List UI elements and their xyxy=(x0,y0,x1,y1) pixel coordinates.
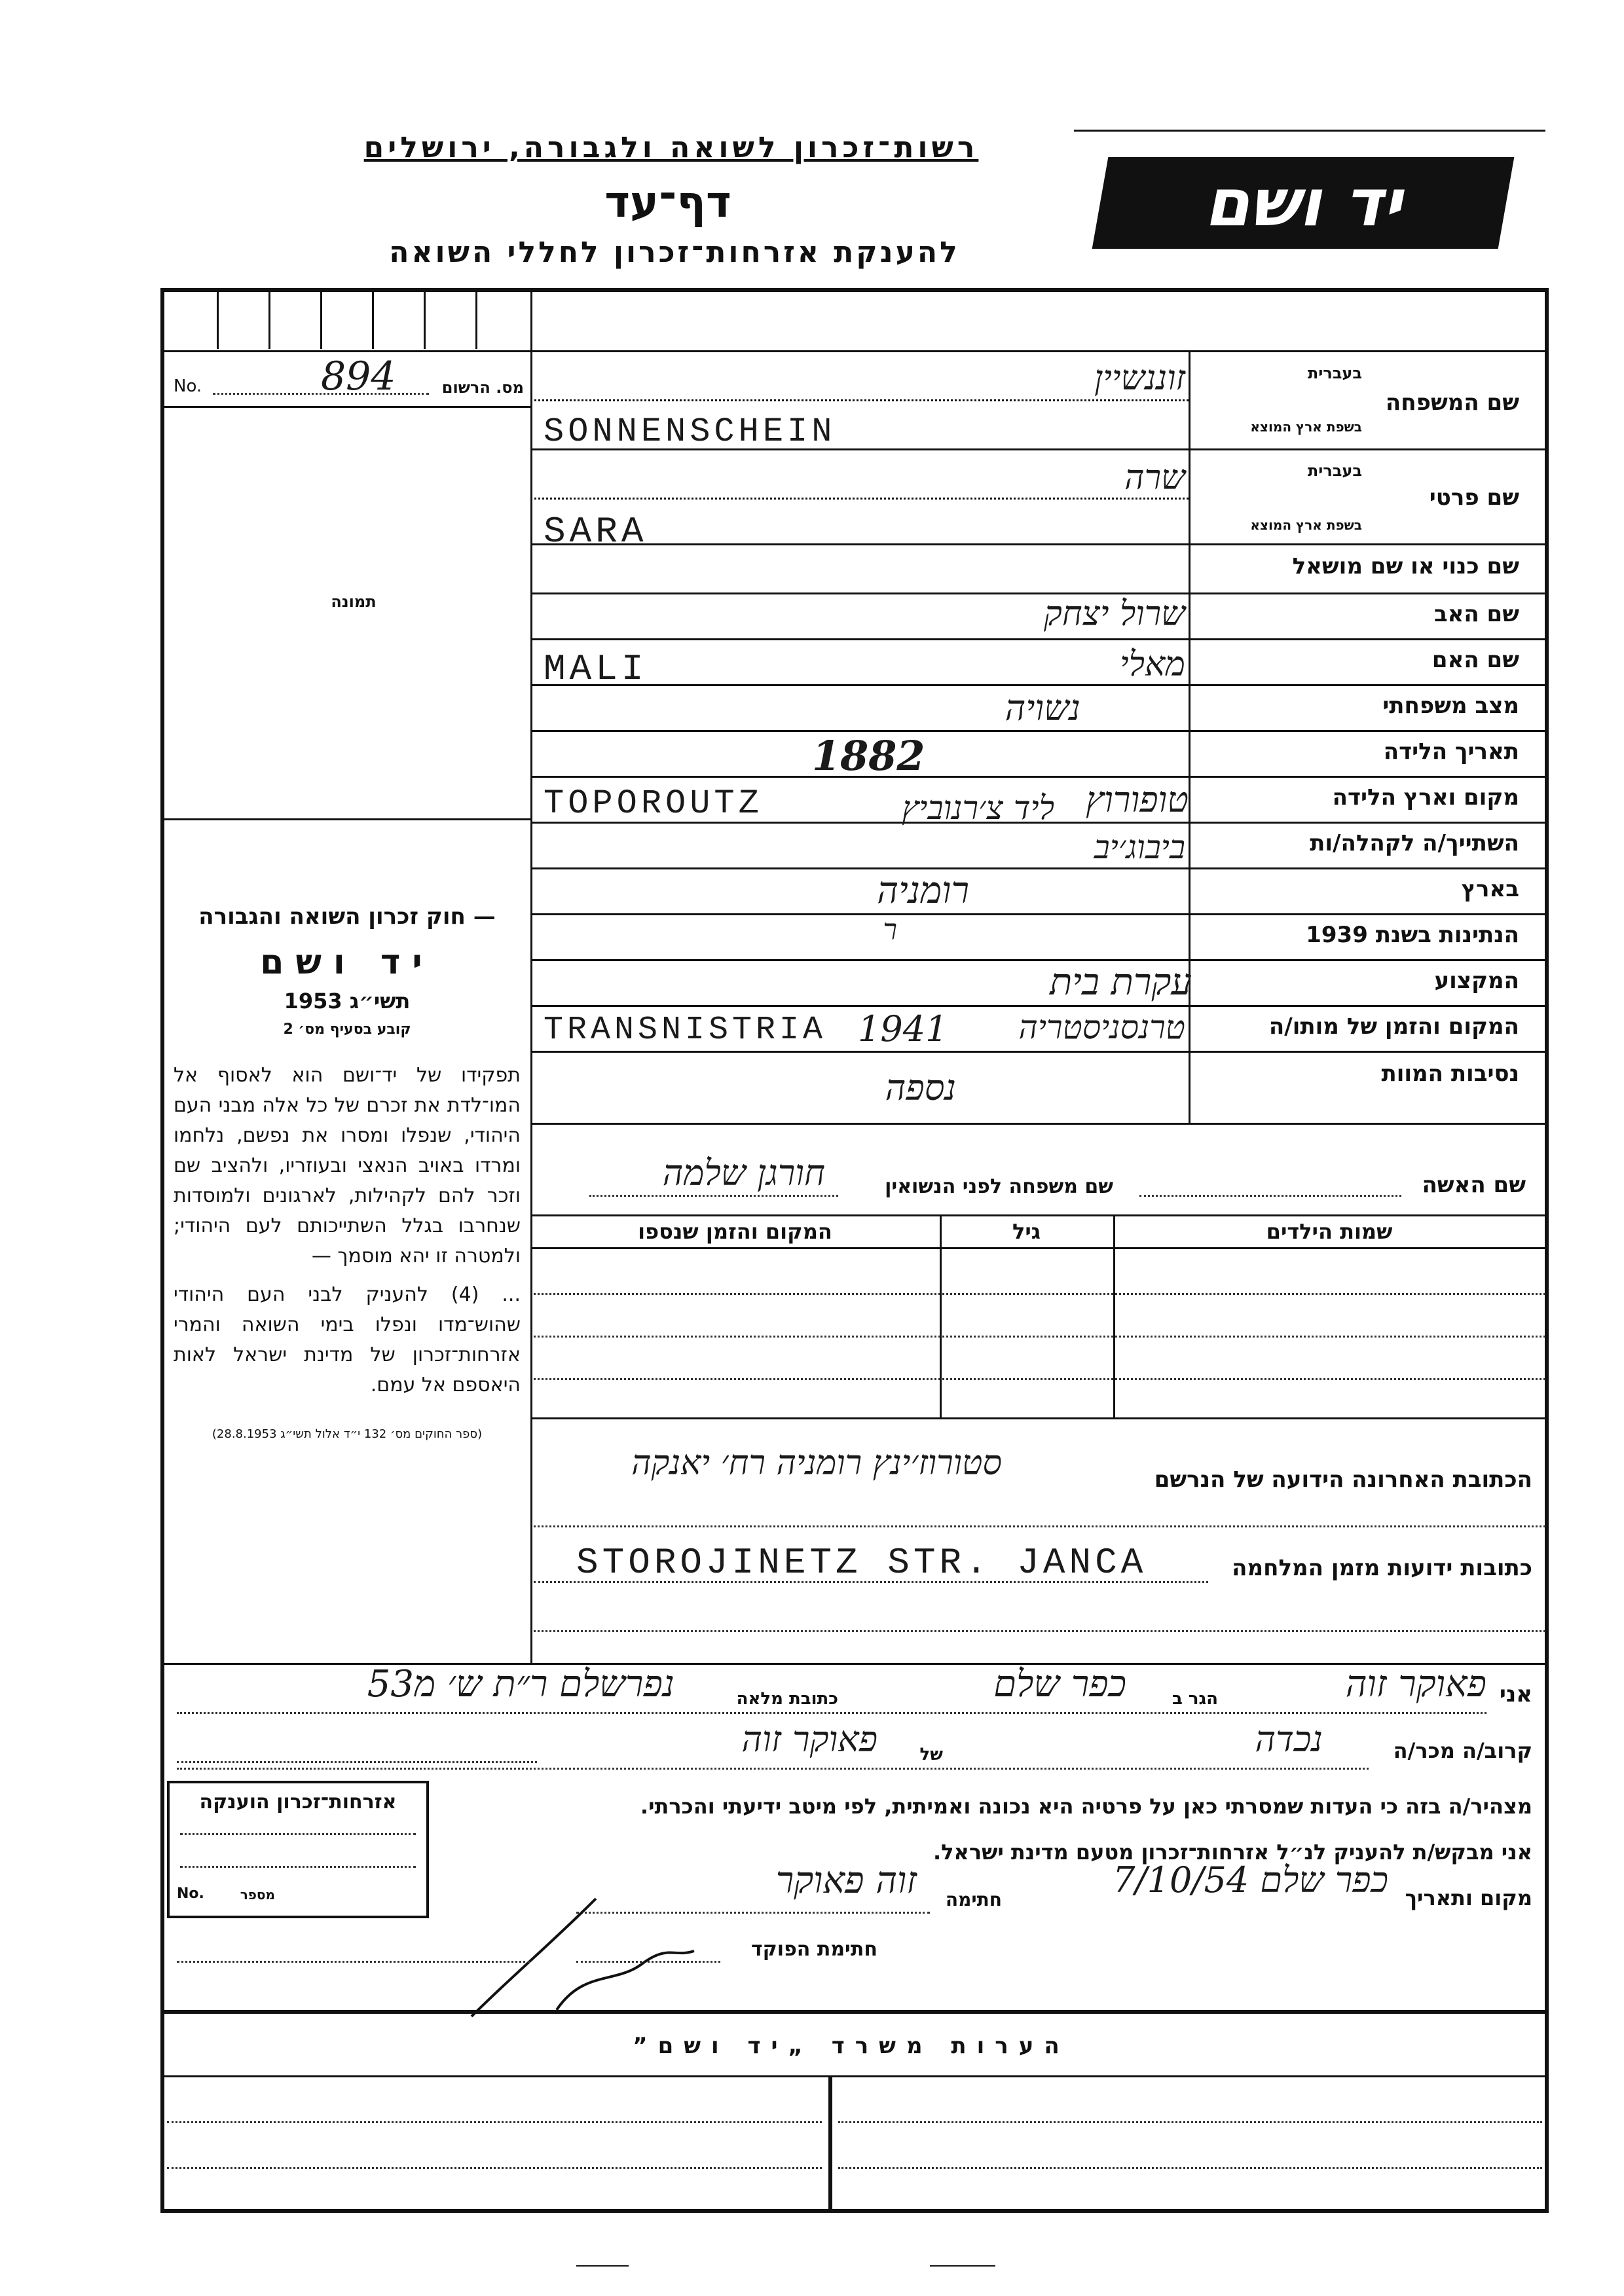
country-label: בארץ xyxy=(1461,876,1519,902)
row-subline xyxy=(530,399,1189,401)
number-boxes xyxy=(167,291,527,349)
authority-title: רשות־זכרון לשואה ולגבורה, ירושלים xyxy=(363,131,979,164)
address-dots xyxy=(534,1525,1545,1527)
office-line[interactable] xyxy=(167,2167,822,2169)
place-date-value[interactable]: כפר שלם 7/10/54 xyxy=(1113,1859,1388,1901)
citizenship-label: הנתינות בשנת 1939 xyxy=(1306,922,1519,948)
photo-bottom xyxy=(160,818,530,820)
relation-dots xyxy=(177,1768,1369,1770)
nickname-label: שם כנוי או שם מושאל xyxy=(1292,553,1519,579)
form-subtitle: להענקת אזרחות־זכרון לחללי השואה xyxy=(389,236,960,269)
children-header-names: שמות הילדים xyxy=(1266,1219,1393,1244)
law-source: (ספר החוקים מס׳ 132 י״ד אלול תשי״ג 28.8.1953) xyxy=(212,1427,483,1441)
declarant-resident-label: הגר ב xyxy=(1172,1689,1218,1709)
family-name-hebrew-value[interactable]: זוננשיין xyxy=(1094,359,1185,398)
stamp-line xyxy=(180,1866,416,1868)
signature-label: חתימה xyxy=(945,1889,1002,1910)
registration-no-heb-label: מס. הרשום xyxy=(441,378,524,397)
row-subline xyxy=(530,498,1189,500)
label-column-divider xyxy=(1189,350,1190,1123)
row-line xyxy=(530,638,1549,640)
first-name-label: שם פרטי xyxy=(1429,484,1519,511)
address-dots-3 xyxy=(534,1630,1545,1632)
children-bottom xyxy=(530,1417,1549,1419)
family-name-latin-value[interactable]: SONNENSCHEIN xyxy=(544,412,836,451)
children-row[interactable] xyxy=(534,1336,1545,1338)
family-name-origin-sub: בשפת ארץ המוצא xyxy=(1250,419,1362,435)
wife-value[interactable]: חורגן שלמה xyxy=(662,1152,825,1194)
children-header-age: גיל xyxy=(1012,1219,1041,1244)
declarant-ani: אני xyxy=(1499,1681,1532,1707)
place-date-label: מקום ותאריך xyxy=(1405,1886,1532,1910)
law-year: תשי״ג 1953 xyxy=(284,989,411,1013)
law-text-1: תפקידו של יד־ושם הוא לאסוף אל המו־לדת את זכרם של כל אלה מבני העם היהודי, שנפלו ומסרו את נפשם, נלחמו ומרדו באויב הנאצי ובעוזריו, ולהציב שם וזכר להם לקהילות, לארגונים ולמוסדות שנחרבו בגלל השתייכותם לעם היהודי; ולמטרה זו יהא מוסמך — xyxy=(174,1064,521,1267)
reg-divider xyxy=(160,406,530,408)
community-label: השתייך/ה לקהלה/ות xyxy=(1310,830,1519,856)
photo-label: תמונה xyxy=(331,592,377,611)
wife-label: שם האשה xyxy=(1422,1172,1526,1198)
declarant-resident[interactable]: כפר שלם xyxy=(993,1663,1126,1705)
declarant-name[interactable]: פאוקר זוה xyxy=(1345,1663,1486,1705)
children-header-place: המקום והזמן שנספו xyxy=(638,1219,832,1244)
law-title: — חוק זכרון השואה והגבורה xyxy=(198,903,496,930)
bottom-scan-mark xyxy=(576,2265,629,2267)
community-value[interactable]: ליד צ׳רנוביץ xyxy=(902,789,1054,827)
registration-no-label: No. xyxy=(174,376,202,396)
last-address-label: הכתובת האחרונה הידועה של הנרשם xyxy=(1154,1467,1532,1493)
row-line xyxy=(530,543,1549,545)
marital-status-value[interactable]: נשויה xyxy=(1005,687,1080,729)
marital-status-label: מצב משפחתי xyxy=(1382,693,1519,719)
birth-date-value[interactable]: 1882 xyxy=(812,732,925,780)
wife-dots-2 xyxy=(589,1195,838,1197)
logo-text: יד ושם xyxy=(1204,164,1402,241)
left-dots-2 xyxy=(177,1961,530,1963)
officer-signature-scribble xyxy=(458,1872,720,2030)
stamp-box-no-heb: מספר xyxy=(240,1887,275,1903)
row-line xyxy=(530,730,1549,732)
profession-label: המקצוע xyxy=(1434,968,1519,994)
children-top xyxy=(530,1214,1549,1216)
row-line xyxy=(530,1123,1549,1125)
mother-label: שם האם xyxy=(1431,647,1519,673)
stamp-box-title: אזרחות־זכרון הוענקה xyxy=(199,1791,397,1813)
header-rule xyxy=(1074,130,1545,132)
war-address-value[interactable]: STOROJINETZ STR. JANCA xyxy=(576,1542,1147,1584)
birth-date-label: תאריך הלידה xyxy=(1383,738,1519,765)
request-text: אני מבקש/ת להעניק לנ״ל אזרחות־זכרון מטעם מדינת ישראל. xyxy=(933,1840,1532,1865)
first-name-hebrew-sub: בעברית xyxy=(1307,462,1362,480)
relation-of-label: של xyxy=(919,1745,943,1764)
row-line xyxy=(530,867,1549,869)
country-value[interactable]: רומניה xyxy=(877,869,969,912)
children-row[interactable] xyxy=(534,1293,1545,1295)
father-value[interactable]: שרול יצחק xyxy=(1044,594,1185,634)
row-line xyxy=(530,684,1549,686)
mother-latin-value[interactable]: MALI xyxy=(544,648,648,690)
officer-signature-label: חתימת הפוקד xyxy=(751,1938,877,1961)
death-circumstances-value[interactable]: נספה xyxy=(885,1067,956,1108)
first-name-latin-value[interactable]: SARA xyxy=(544,511,648,553)
left-dots-1 xyxy=(177,1761,537,1763)
declarant-address-label: כתובת מלאה xyxy=(736,1689,838,1709)
office-line[interactable] xyxy=(838,2167,1542,2169)
children-col-divider-2 xyxy=(940,1214,942,1417)
last-address-value[interactable]: סטורוז׳ינץ רומניה רח׳ יאנקה xyxy=(631,1444,1002,1483)
row-line xyxy=(530,776,1549,778)
relation-value[interactable]: נכדה xyxy=(1255,1719,1323,1760)
relation-label: קרוב/ה מכר/ה xyxy=(1393,1738,1532,1763)
office-header-line xyxy=(160,2075,1549,2077)
relation-of-value[interactable]: פאוקר זוה xyxy=(741,1719,877,1760)
mother-hebrew-value[interactable]: מאלי xyxy=(1120,645,1185,684)
row-line xyxy=(530,1051,1549,1053)
father-label: שם האב xyxy=(1433,601,1519,627)
war-address-label: כתובות ידועות מזמן המלחמה xyxy=(1232,1555,1532,1581)
registration-no-value[interactable]: 894 xyxy=(321,354,396,399)
children-row[interactable] xyxy=(534,1378,1545,1380)
row-line xyxy=(530,1005,1549,1007)
wife-maiden-label: שם משפחה לפני הנשואין xyxy=(885,1175,1113,1198)
office-top xyxy=(160,2010,1549,2014)
office-line[interactable] xyxy=(167,2121,822,2123)
law-name: יד ושם xyxy=(260,943,434,982)
office-col-divider xyxy=(828,2075,832,2213)
stamp-box-no-label: No. xyxy=(177,1886,204,1902)
first-name-origin-sub: בשפת ארץ המוצא xyxy=(1250,517,1362,533)
death-place-label: המקום והזמן של מותו/ה xyxy=(1268,1013,1519,1040)
signature-value[interactable]: זוה פאוקר xyxy=(775,1859,917,1902)
death-place-latin-value[interactable]: TRANSNISTRIA xyxy=(544,1011,827,1049)
birth-place-latin-value[interactable]: TOPOROUTZ xyxy=(544,784,763,823)
declarant-address[interactable]: נפרשלם ר״ת ש׳ מ53 xyxy=(367,1663,674,1705)
top-row-divider xyxy=(160,350,1549,352)
children-col-divider-1 xyxy=(1113,1214,1115,1417)
declaration-text: מצהיר/ה בזה כי העדות שמסרתי כאן על פרטיה היא נכונה ואמיתית, לפי מיטב ידיעתי והכרתי. xyxy=(640,1794,1532,1819)
law-clause: קובע בסעיף מס׳ 2 xyxy=(283,1021,411,1038)
left-column-divider xyxy=(530,288,532,1663)
profession-value[interactable]: עקרת בית xyxy=(1050,961,1192,1004)
office-line[interactable] xyxy=(838,2121,1542,2123)
form-title: דף־עד xyxy=(604,177,731,227)
death-place-hebrew-value[interactable]: טרנסניסטריה xyxy=(1018,1008,1185,1046)
first-name-hebrew-value[interactable]: שרה xyxy=(1124,458,1185,498)
death-place-year-value[interactable]: 1941 xyxy=(858,1008,948,1049)
bottom-scan-mark xyxy=(930,2265,995,2267)
family-name-label: שם המשפחה xyxy=(1385,390,1519,416)
law-text-2: ... (4) להעניק לבני העם היהודי שהוש־מדו ונפלו בימי השואה והמרי אזרחות־זכרון של מדינת ישראל לאות היאספם אל עמם. xyxy=(174,1283,521,1396)
citizenship-value[interactable]: ר xyxy=(883,913,897,947)
birth-place-hebrew-value[interactable]: טופורוץ xyxy=(1085,779,1189,820)
office-notes-title: הערות משרד „יד ושם” xyxy=(633,2033,1070,2059)
address-dots-2 xyxy=(534,1581,1208,1583)
death-circumstances-label: נסיבות המוות xyxy=(1381,1061,1519,1087)
family-name-hebrew-sub: בעברית xyxy=(1307,364,1362,382)
birth-place-label: מקום וארץ הלידה xyxy=(1332,784,1519,811)
community-value-2[interactable]: ביבוג׳יב xyxy=(1094,828,1185,866)
children-header-bottom xyxy=(530,1247,1549,1249)
row-line xyxy=(530,913,1549,915)
stamp-line xyxy=(180,1833,416,1835)
declarant-dots-1 xyxy=(177,1712,1486,1714)
wife-dots xyxy=(1139,1195,1401,1197)
